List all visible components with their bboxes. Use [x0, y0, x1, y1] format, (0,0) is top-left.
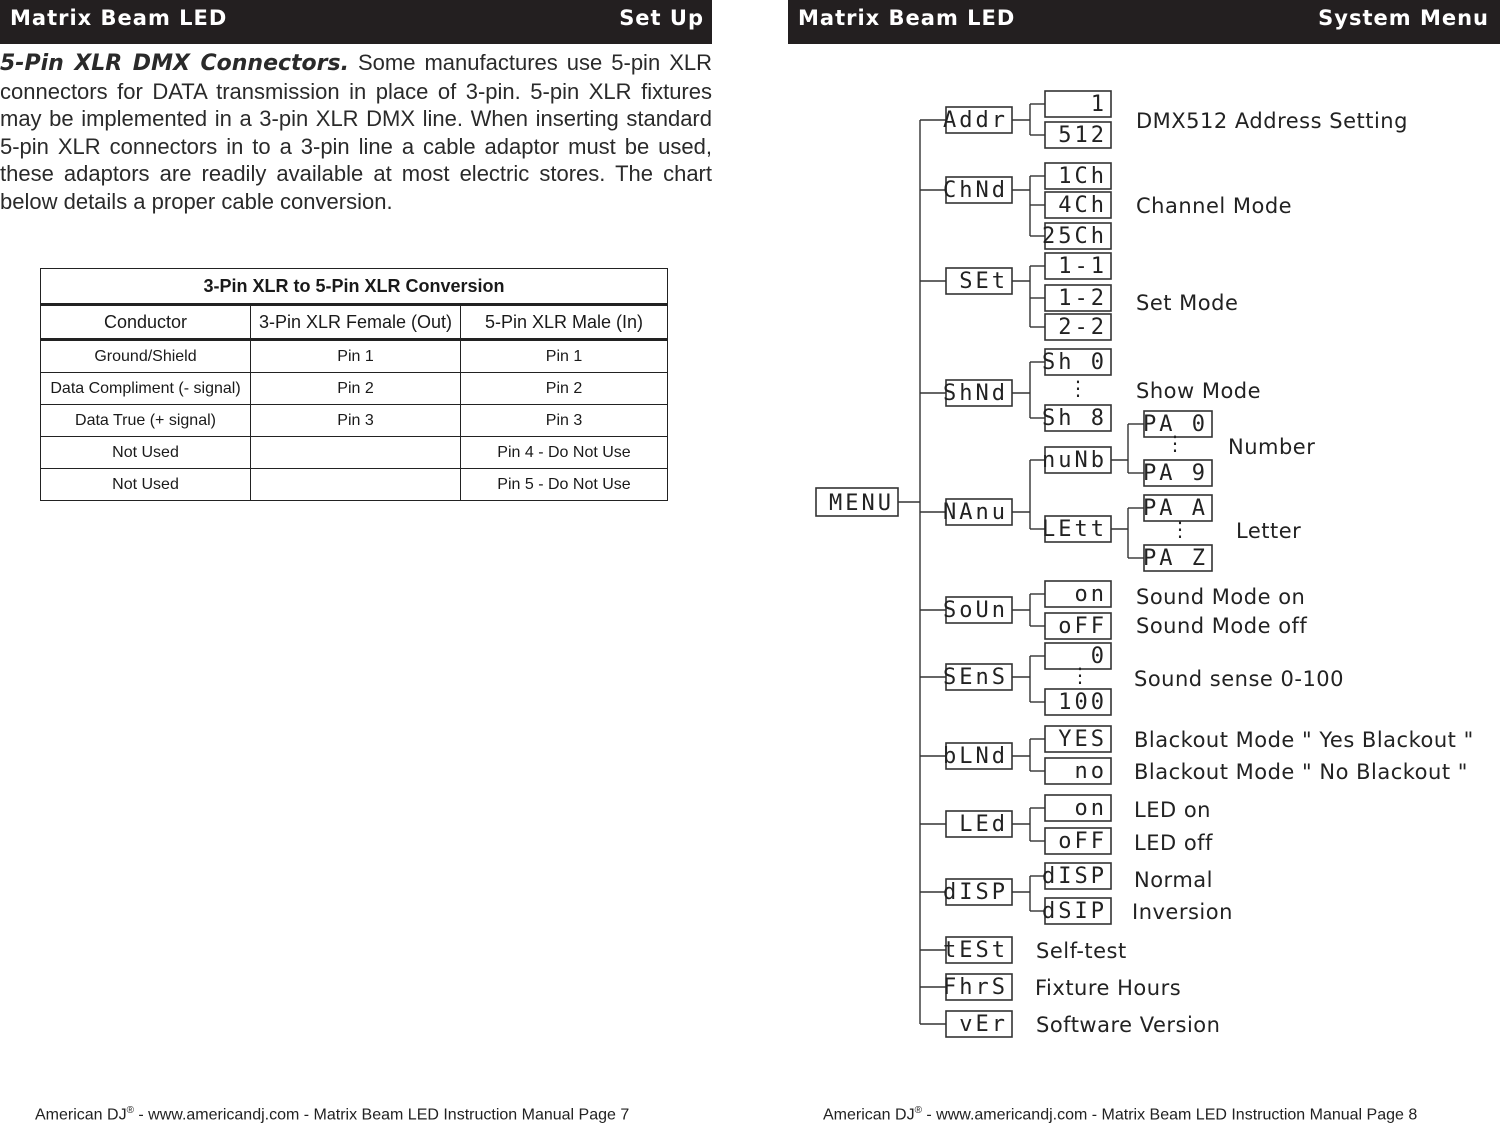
- lcd-text: oFF: [1058, 829, 1107, 854]
- intro-text: Some manufactures use 5-pin XLR connectors for DATA transmission in place of 3-pin. 5-pin XLR fixtures may be implemented in a 3-pin XLR DMX line. When inserting standard 5-pin XLR connectors in to a 3-pin line a cable adaptor must be used, these adaptors are readily available at most electric stores. The chart below details a proper cable conversion.: [0, 50, 712, 214]
- lcd-text: PA A: [1143, 496, 1208, 521]
- submenu-value: [1045, 285, 1111, 311]
- lcd-text: NAnu: [943, 500, 1008, 525]
- intro-heading: 5-Pin XLR DMX Connectors.: [0, 51, 349, 76]
- lcd-text: tESt: [943, 938, 1008, 963]
- lcd-text: YES: [1058, 727, 1107, 752]
- table-row: [41, 340, 668, 373]
- table-cell: Pin 2: [251, 373, 461, 405]
- menu-item-disp: [943, 879, 1012, 905]
- ellipsis-dots: ⋮: [1068, 376, 1088, 400]
- submenu-value: [1045, 689, 1111, 715]
- submenu-value: [1042, 863, 1111, 889]
- menu-item-fhrs: [943, 974, 1012, 1000]
- submenu-value: [1042, 223, 1111, 249]
- lcd-text: FhrS: [943, 975, 1008, 1000]
- table-cell: Pin 4 - Do Not Use: [461, 437, 668, 469]
- lcd-text: oFF: [1058, 614, 1107, 639]
- table-cell: Not Used: [41, 437, 251, 469]
- menu-item-soun: [943, 597, 1012, 623]
- table-cell: Pin 1: [251, 340, 461, 373]
- ellipsis-dots: ⋮: [1170, 517, 1190, 541]
- menu-item-blnd: [943, 743, 1012, 769]
- menu-description: Inversion: [1132, 900, 1233, 924]
- menu-description: LED off: [1134, 831, 1213, 855]
- table-cell: Pin 3: [461, 405, 668, 437]
- left-footer-text: - www.americandj.com - Matrix Beam LED Instruction Manual Page 7: [133, 1106, 630, 1124]
- lcd-text: bLNd: [943, 744, 1008, 769]
- menu-item-set: [946, 268, 1012, 294]
- lcd-text: 4Ch: [1058, 193, 1107, 218]
- menu-item-chnd: [943, 177, 1012, 203]
- submenu-value: [1045, 726, 1111, 752]
- menu-description: Channel Mode: [1136, 194, 1293, 218]
- menu-description: Sound sense 0-100: [1134, 667, 1345, 691]
- lcd-text: PA Z: [1143, 546, 1208, 571]
- menu-item-sens: [943, 664, 1012, 690]
- submenu-value: [1045, 828, 1111, 854]
- menu-description: Set Mode: [1136, 291, 1239, 315]
- lcd-text: SEnS: [943, 665, 1008, 690]
- menu-description: Show Mode: [1136, 379, 1262, 403]
- menu-description: Sound Mode off: [1136, 614, 1308, 638]
- table-header-conductor: Conductor: [41, 305, 251, 340]
- intro-paragraph: [0, 49, 712, 216]
- table-cell: Ground/Shield: [41, 340, 251, 373]
- right-page-header: [788, 0, 1500, 44]
- left-footer: [35, 1105, 629, 1124]
- menu-description: LED on: [1134, 798, 1211, 822]
- menu-description: Self-test: [1036, 939, 1127, 963]
- submenu-value: [1045, 795, 1111, 821]
- menu-description: Letter: [1236, 519, 1302, 543]
- table-row: [41, 373, 668, 405]
- table-row: [41, 469, 668, 501]
- table-cell: Pin 5 - Do Not Use: [461, 469, 668, 501]
- menu-item-shnd: [943, 380, 1012, 406]
- table-cell: Data True (+ signal): [41, 405, 251, 437]
- menu-item-test: [943, 937, 1012, 963]
- submenu-value: [1045, 613, 1111, 639]
- ellipsis-dots: ⋮: [1165, 431, 1185, 455]
- right-footer-registered: ®: [914, 1105, 922, 1116]
- lcd-text: dSIP: [1042, 899, 1107, 924]
- menu-item-nanu: [943, 499, 1012, 525]
- table-header-3pin: 3-Pin XLR Female (Out): [251, 305, 461, 340]
- lcd-text: 1: [1090, 92, 1107, 117]
- right-header-section: System Menu: [1318, 6, 1489, 30]
- table-cell: [251, 437, 461, 469]
- right-footer-brand: American DJ: [823, 1106, 915, 1124]
- menu-item-ver: [946, 1011, 1012, 1037]
- menu-description: Blackout Mode " Yes Blackout ": [1134, 728, 1474, 752]
- nested-value: [1143, 460, 1212, 486]
- menu-description: Software Version: [1036, 1013, 1221, 1037]
- right-footer: [823, 1105, 1417, 1124]
- lcd-text: LEtt: [1042, 517, 1107, 542]
- lcd-text: on: [1074, 582, 1107, 607]
- lcd-text: 100: [1058, 690, 1107, 715]
- table-row: [41, 405, 668, 437]
- right-footer-text: - www.americandj.com - Matrix Beam LED Instruction Manual Page 8: [921, 1106, 1418, 1124]
- submenu-value: [1045, 758, 1111, 784]
- menu-description: Number: [1228, 435, 1316, 459]
- lcd-text: PA 9: [1143, 461, 1208, 486]
- menu-description: Fixture Hours: [1035, 976, 1182, 1000]
- menu-item-addr: [943, 107, 1012, 133]
- lcd-text: MENU: [829, 491, 894, 516]
- submenu-value: [1045, 163, 1111, 189]
- conversion-table: [40, 268, 668, 501]
- submenu-value: [1042, 516, 1111, 542]
- lcd-text: Sh 0: [1042, 350, 1107, 375]
- table-cell: Not Used: [41, 469, 251, 501]
- submenu-value: [1045, 91, 1111, 117]
- left-header-title: Matrix Beam LED: [10, 6, 228, 30]
- menu-description: DMX512 Address Setting: [1136, 109, 1408, 133]
- lcd-text: ChNd: [943, 178, 1008, 203]
- left-footer-brand: American DJ: [35, 1106, 127, 1124]
- menu-description: Blackout Mode " No Blackout ": [1134, 760, 1468, 784]
- table-title: 3-Pin XLR to 5-Pin XLR Conversion: [41, 269, 668, 305]
- lcd-text: 2-2: [1058, 315, 1107, 340]
- ellipsis-dots: ⋮: [1070, 663, 1090, 687]
- table-header-5pin: 5-Pin XLR Male (In): [461, 305, 668, 340]
- submenu-value: [1042, 349, 1111, 375]
- table-cell: Pin 1: [461, 340, 668, 373]
- lcd-text: 1Ch: [1058, 164, 1107, 189]
- table-cell: [251, 469, 461, 501]
- lcd-text: 25Ch: [1042, 224, 1107, 249]
- lcd-text: Addr: [943, 108, 1008, 133]
- lcd-text: dISP: [1042, 864, 1107, 889]
- submenu-value: [1045, 122, 1111, 148]
- submenu-value: [1042, 405, 1111, 431]
- lcd-text: nuNb: [1042, 448, 1107, 473]
- lcd-text: LEd: [959, 812, 1008, 837]
- lcd-text: SEt: [959, 269, 1008, 294]
- lcd-text: dISP: [943, 880, 1008, 905]
- menu-root-box: [816, 488, 898, 516]
- menu-description: Sound Mode on: [1136, 585, 1306, 609]
- lcd-text: ShNd: [943, 381, 1008, 406]
- lcd-text: 1-1: [1058, 254, 1107, 279]
- nested-value: [1143, 545, 1212, 571]
- table-cell: Pin 3: [251, 405, 461, 437]
- lcd-text: vEr: [959, 1012, 1008, 1037]
- table-cell: Pin 2: [461, 373, 668, 405]
- menu-item-led: [946, 811, 1012, 837]
- lcd-text: 0: [1090, 644, 1107, 669]
- menu-description: Normal: [1134, 868, 1213, 892]
- table-cell: Data Compliment (- signal): [41, 373, 251, 405]
- submenu-value: [1045, 314, 1111, 340]
- submenu-value: [1042, 447, 1111, 473]
- submenu-value: [1045, 192, 1111, 218]
- left-page-header: [0, 0, 712, 44]
- lcd-text: PA 0: [1143, 412, 1208, 437]
- lcd-text: no: [1074, 759, 1107, 784]
- submenu-value: [1045, 253, 1111, 279]
- system-menu-diagram: [788, 44, 1500, 1084]
- lcd-text: Sh 8: [1042, 406, 1107, 431]
- left-header-section: Set Up: [619, 6, 704, 30]
- lcd-text: SoUn: [943, 598, 1008, 623]
- submenu-value: [1042, 898, 1111, 924]
- submenu-value: [1045, 581, 1111, 607]
- lcd-text: 512: [1058, 123, 1107, 148]
- lcd-text: 1-2: [1058, 286, 1107, 311]
- lcd-text: on: [1074, 796, 1107, 821]
- table-row: [41, 437, 668, 469]
- right-header-title: Matrix Beam LED: [798, 6, 1016, 30]
- left-footer-registered: ®: [126, 1105, 134, 1116]
